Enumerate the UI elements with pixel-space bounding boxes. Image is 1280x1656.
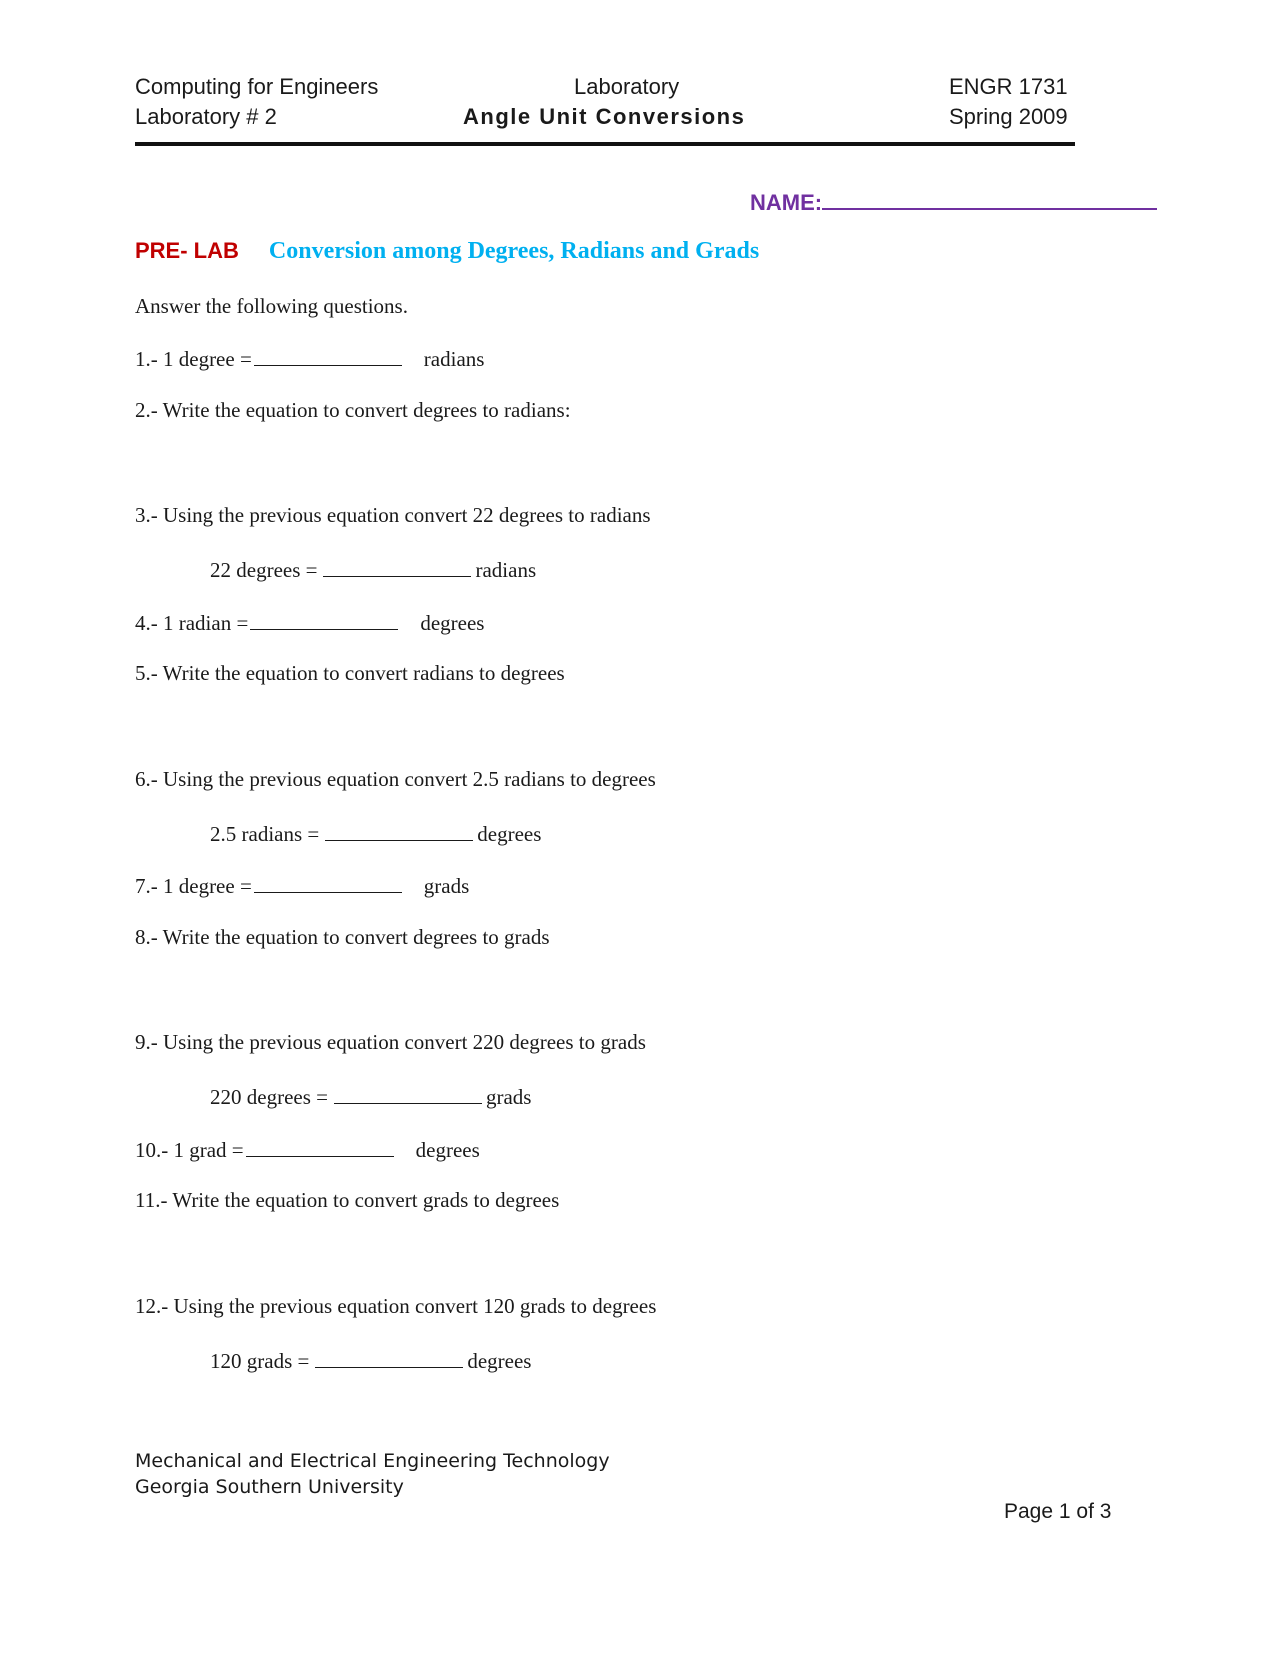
answer-blank-9[interactable] xyxy=(334,1083,482,1104)
question-5: 5.- Write the equation to convert radians to degrees xyxy=(135,661,565,685)
question-4-prefix: 4.- 1 radian = xyxy=(135,611,249,635)
question-3-answer-prefix: 22 degrees = xyxy=(210,558,318,582)
question-7 xyxy=(135,872,469,899)
course-code: ENGR 1731 xyxy=(949,74,1068,99)
name-blank-line[interactable] xyxy=(822,186,1157,210)
question-9-answer-prefix: 220 degrees = xyxy=(210,1085,328,1109)
question-10-prefix: 10.- 1 grad = xyxy=(135,1138,244,1162)
question-11: 11.- Write the equation to convert grads to degrees xyxy=(135,1188,560,1212)
question-7-prefix: 7.- 1 degree = xyxy=(135,874,252,898)
answer-blank-7[interactable] xyxy=(254,872,402,893)
question-2: 2.- Write the equation to convert degrees to radians: xyxy=(135,398,571,422)
answer-blank-3[interactable] xyxy=(323,556,471,577)
header-divider xyxy=(135,142,1075,146)
question-3-answer-suffix: radians xyxy=(475,558,537,582)
page-title: Angle Unit Conversions xyxy=(463,104,746,129)
answer-blank-10[interactable] xyxy=(246,1136,394,1157)
question-3: 3.- Using the previous equation convert 22 degrees to radians xyxy=(135,503,651,527)
question-1-suffix: radians xyxy=(423,347,485,371)
question-6: 6.- Using the previous equation convert 2.5 radians to degrees xyxy=(135,767,656,791)
question-12: 12.- Using the previous equation convert 120 grads to degrees xyxy=(135,1294,657,1318)
question-9-answer-suffix: grads xyxy=(485,1085,532,1109)
answer-blank-1[interactable] xyxy=(254,345,402,366)
question-12-answer-prefix: 120 grads = xyxy=(210,1349,310,1373)
question-1-prefix: 1.- 1 degree = xyxy=(135,347,252,371)
question-1 xyxy=(135,345,484,372)
question-9-answer xyxy=(210,1083,531,1110)
instructions: Answer the following questions. xyxy=(135,294,408,318)
question-4-suffix: degrees xyxy=(420,611,485,635)
question-4 xyxy=(135,609,484,636)
section-heading xyxy=(135,238,759,265)
name-label: NAME: xyxy=(750,190,823,215)
question-8: 8.- Write the equation to convert degrees to grads xyxy=(135,925,550,949)
page-number: Page 1 of 3 xyxy=(1004,1500,1112,1523)
answer-blank-4[interactable] xyxy=(250,609,398,630)
footer-department: Mechanical and Electrical Engineering Technology xyxy=(135,1450,610,1472)
question-6-answer-prefix: 2.5 radians = xyxy=(210,822,320,846)
question-9: 9.- Using the previous equation convert 220 degrees to grads xyxy=(135,1030,646,1054)
answer-blank-12[interactable] xyxy=(315,1347,463,1368)
question-3-answer xyxy=(210,556,536,583)
answer-blank-6[interactable] xyxy=(325,820,473,841)
name-field[interactable] xyxy=(750,186,1157,216)
footer-university: Georgia Southern University xyxy=(135,1476,404,1498)
question-10 xyxy=(135,1136,480,1163)
question-6-answer xyxy=(210,820,541,847)
question-7-suffix: grads xyxy=(423,874,470,898)
question-12-answer xyxy=(210,1347,531,1374)
semester: Spring 2009 xyxy=(949,104,1068,129)
lab-number: Laboratory # 2 xyxy=(135,104,277,129)
question-6-answer-suffix: degrees xyxy=(477,822,542,846)
question-12-answer-suffix: degrees xyxy=(467,1349,532,1373)
prelab-label: PRE- LAB xyxy=(135,238,239,263)
course-name: Computing for Engineers xyxy=(135,74,379,99)
header-center-label: Laboratory xyxy=(574,74,680,99)
question-10-suffix: degrees xyxy=(415,1138,480,1162)
section-title: Conversion among Degrees, Radians and Grads xyxy=(268,238,760,264)
